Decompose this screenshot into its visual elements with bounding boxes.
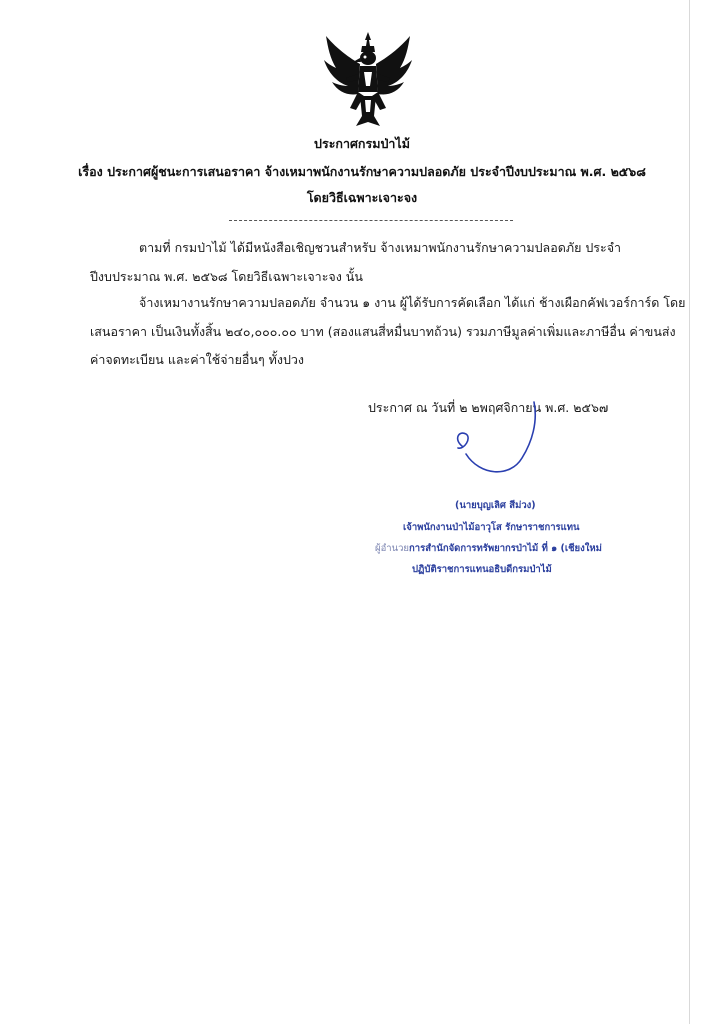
signatory-position-2-prefix: ผู้อำนวย	[375, 543, 410, 554]
paragraph2-line1: จ้างเหมางานรักษาความปลอดภัย จำนวน ๑ งาน ผู้ได้รับการคัดเลือก ได้แก่ ช้างเผือกคัฟเวอร์การ์ด โดย	[139, 295, 686, 310]
signatory-name: (นายบุญเลิศ สีม่วง)	[455, 500, 536, 511]
subject-line: เรื่อง ประกาศผู้ชนะการเสนอราคา จ้างเหมาพนักงานรักษาความปลอดภัย ประจำปีงบประมาณ พ.ศ. ๒๕๖๘	[78, 164, 646, 179]
handwritten-signature	[440, 398, 550, 498]
announcement-date: ประกาศ ณ วันที่ ๒ ๒พฤศจิกายน พ.ศ. ๒๕๖๗	[368, 400, 609, 415]
method-line: โดยวิธีเฉพาะเจาะจง	[306, 190, 418, 205]
paragraph1-line2: ปีงบประมาณ พ.ศ. ๒๕๖๘ โดยวิธีเฉพาะเจาะจง นั้น	[90, 269, 363, 284]
signatory-position-3: ปฏิบัติราชการแทนอธิบดีกรมป่าไม้	[412, 564, 552, 575]
signatory-position-1: เจ้าพนักงานป่าไม้อาวุโส รักษาราชการแทน	[403, 522, 580, 533]
paragraph1-line1: ตามที่ กรมป่าไม้ ได้มีหนังสือเชิญชวนสำหรับ จ้างเหมาพนักงานรักษาความปลอดภัย ประจำ	[139, 240, 622, 255]
paragraph2-line3: ค่าจดทะเบียน และค่าใช้จ่ายอื่นๆ ทั้งปวง	[90, 352, 305, 367]
page-edge-divider	[689, 0, 690, 1024]
signatory-position-2-text: การสำนักจัดการทรัพยากรป่าไม้ ที่ ๑ (เชียงใหม่	[409, 543, 602, 554]
paragraph2-line2: เสนอราคา เป็นเงินทั้งสิ้น ๒๔๐,๐๐๐.๐๐ บาท (สองแสนสี่หมื่นบาทถ้วน) รวมภาษีมูลค่าเพิ่มและภาษีอื่น ค่าขนส่ง	[90, 324, 676, 339]
signatory-position-2	[375, 541, 602, 556]
garuda-emblem-icon	[320, 30, 416, 130]
dashed-divider	[229, 220, 513, 221]
agency-heading: ประกาศกรมป่าไม้	[314, 136, 410, 151]
